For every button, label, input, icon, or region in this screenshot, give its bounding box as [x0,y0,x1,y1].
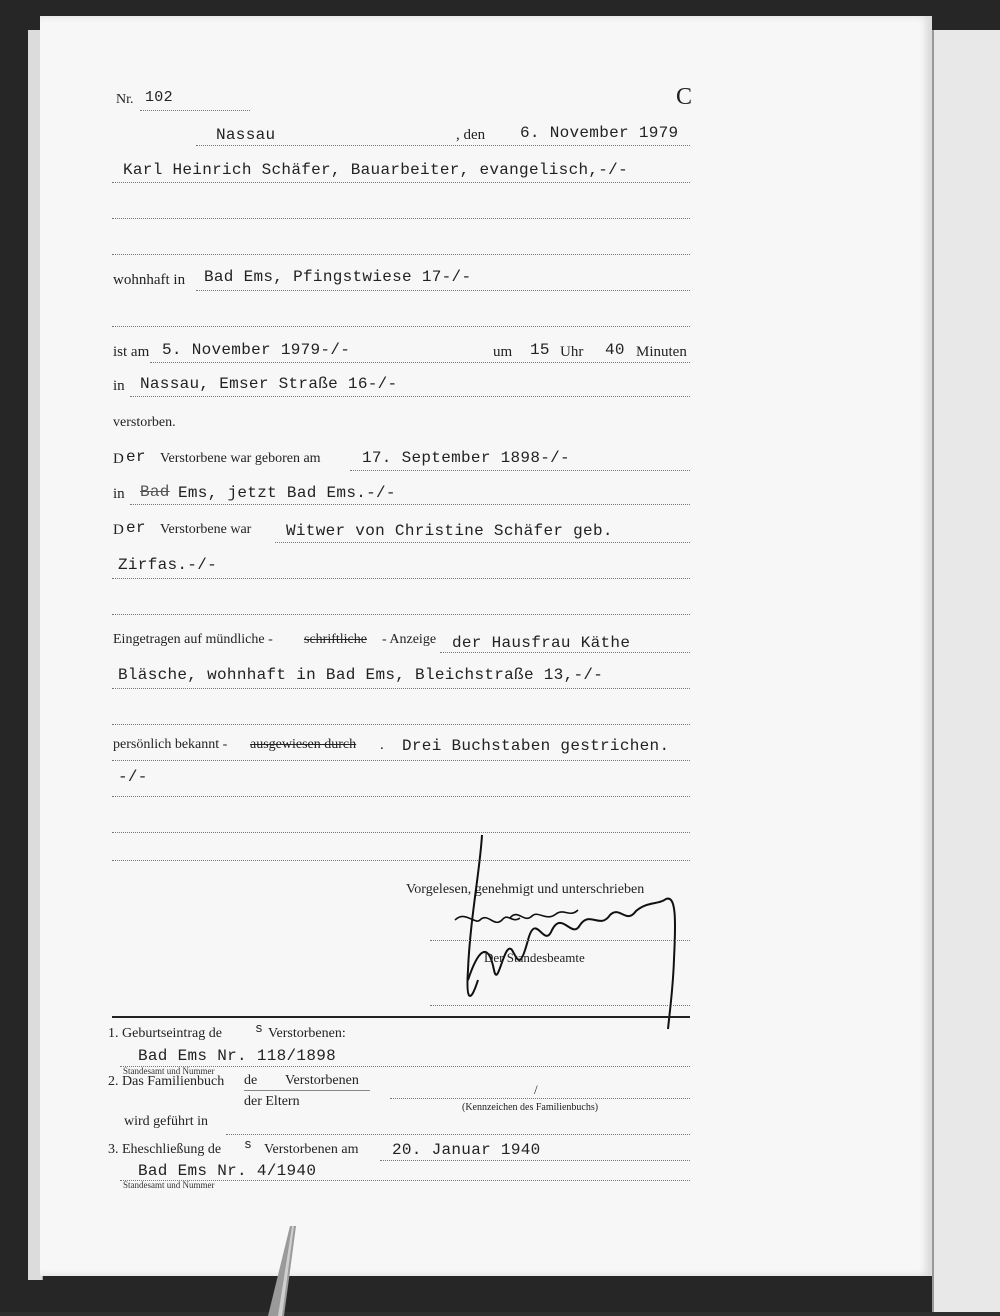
verstorben-label: verstorben. [113,415,176,430]
document-date: 6. November 1979 [520,124,679,142]
minuten-label: Minuten [636,344,687,360]
death-place: Nassau, Emser Straße 16-/- [140,375,398,393]
born-prefix: D [113,451,124,467]
deceased-person: Karl Heinrich Schäfer, Bauarbeiter, evangelisch,-/- [123,161,628,179]
facing-page [932,30,1000,1312]
item3-label2: Verstorbenen am [264,1142,359,1157]
den-label: , den [456,127,486,143]
informant: der Hausfrau Käthe [452,634,631,652]
kennzeichen-label: (Kennzeichen des Familienbuchs) [462,1102,599,1113]
nr-label: Nr. [116,92,134,107]
born-suffix: er [126,448,146,466]
um-label: um [493,344,513,360]
born-label: Verstorbene war geboren am [160,451,321,466]
ist-am-label: ist am [113,344,150,360]
bekannt-note: Drei Buchstaben gestrichen. [402,737,670,755]
pen-tip [262,1226,302,1316]
item3-label: 3. Eheschließung de [108,1142,222,1157]
bekannt-label: persönlich bekannt - [113,737,228,752]
eingetragen-label: Eingetragen auf mündliche - [113,632,273,647]
death-date: 5. November 1979-/- [162,341,351,359]
informant-cont: Bläsche, wohnhaft in Bad Ems, Bleichstraße 13,-/- [118,666,604,684]
item2-verstorbenen: Verstorbenen [285,1073,359,1088]
item2-de: de [244,1073,258,1088]
birth-struck: Bad [140,483,170,501]
ausgewiesen-struck: ausgewiesen durch [250,737,357,752]
vorgelesen-label: Vorgelesen, genehmigt und unterschrieben [406,882,645,897]
birth-in-label: in [113,486,125,502]
in-label: in [113,378,125,394]
birth-entry: Bad Ems Nr. 118/1898 [138,1047,337,1065]
marriage-date: 20. Januar 1940 [392,1141,541,1159]
item2-label: 2. Das Familienbuch [108,1074,225,1089]
section-divider [112,1016,690,1018]
standesamt-label-2: Standesamt und Nummer [123,1180,215,1190]
item1-label2: Verstorbenen: [268,1026,346,1041]
birth-date: 17. September 1898-/- [362,449,570,467]
anzeige-label: - Anzeige [382,632,437,647]
bekannt-note-cont: -/- [118,768,148,786]
birth-place: Ems, jetzt Bad Ems.-/- [178,484,396,502]
item1-sup: s [255,1021,264,1036]
uhr-label: Uhr [560,344,584,360]
marital-status-cont: Zirfas.-/- [118,556,218,574]
status-suffix: er [126,519,146,537]
gefuehrt-label: wird geführt in [124,1114,208,1129]
form-letter: C [676,84,693,110]
item3-sup: s [244,1137,253,1152]
residence: Bad Ems, Pfingstwiese 17-/- [204,268,472,286]
place: Nassau [216,126,276,144]
standesamt-label-1: Standesamt und Nummer [123,1066,215,1076]
status-prefix: D [113,522,124,538]
status-label: Verstorbene war [160,522,252,537]
familienbuch-slash: / [534,1082,538,1097]
wohnhaft-label: wohnhaft in [113,272,186,288]
nr-value: 102 [145,89,173,106]
death-minutes: 40 [605,341,625,359]
death-hour: 15 [530,341,550,359]
bekannt-dot: . [380,737,384,753]
marital-status: Witwer von Christine Schäfer geb. [286,522,613,540]
item1-label: 1. Geburtseintrag de [108,1026,222,1041]
item2-eltern: der Eltern [244,1094,300,1109]
schriftliche-struck: schriftliche [304,632,367,647]
standesbeamte-label: Der Standesbeamte [484,950,585,965]
marriage-entry: Bad Ems Nr. 4/1940 [138,1162,317,1180]
